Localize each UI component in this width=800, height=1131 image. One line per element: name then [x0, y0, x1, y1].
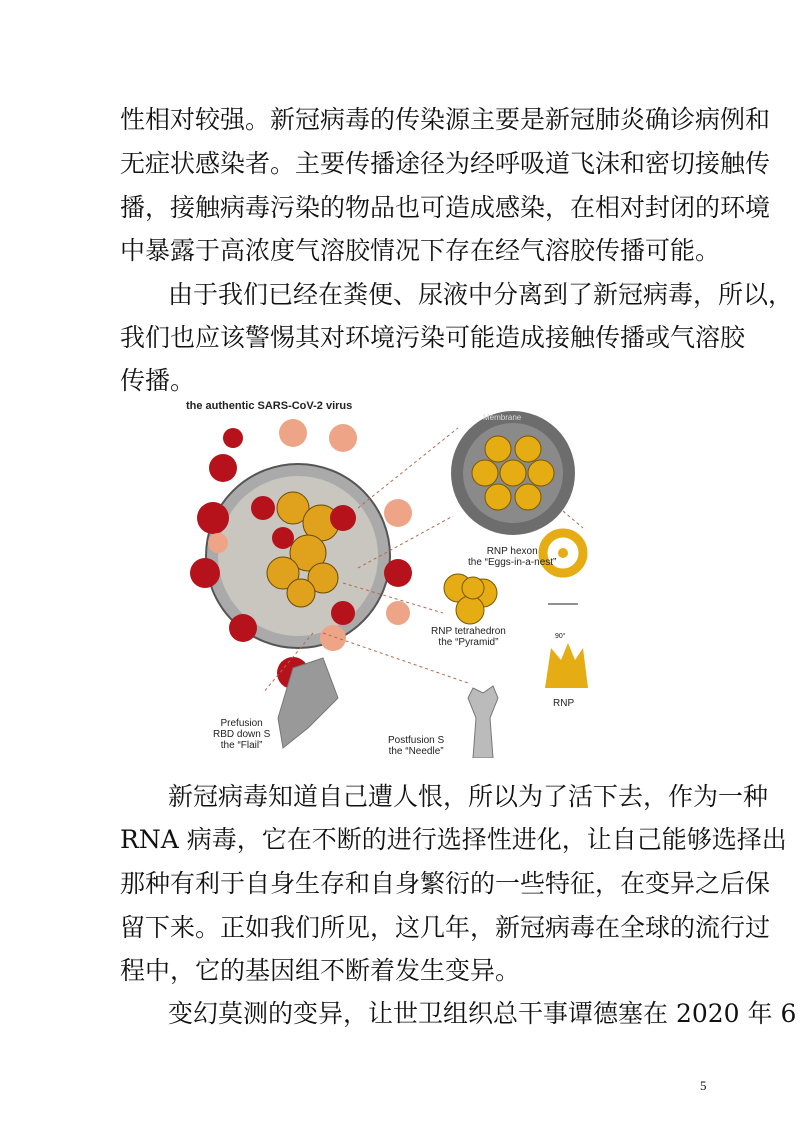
- virus-particle: [190, 419, 412, 689]
- rnp-label: RNP: [553, 698, 575, 709]
- text-line: 程中，它的基因组不断着发生变异。: [120, 956, 521, 985]
- text-line: 那种有利于自身生存和自身繁衍的一些特征，在变异之后保: [120, 869, 771, 898]
- rnp-tetrahedron: [444, 574, 497, 624]
- text-line: 由于我们已经在粪便、尿液中分离到了新冠病毒，所以，: [168, 280, 794, 309]
- text-line: RNA 病毒，它在不断的进行选择性进化，让自己能够选择出: [120, 825, 787, 854]
- rotation-label: 90°: [555, 633, 566, 640]
- postfusion-label: Postfusion S the “Needle”: [388, 735, 445, 757]
- text-line: 中暴露于高浓度气溶胶情况下存在经气溶胶传播可能。: [120, 236, 721, 265]
- text-line: 播，接触病毒污染的物品也可造成感染，在相对封闭的环境: [120, 193, 771, 222]
- text-line: 无症状感染者。主要传播途径为经呼吸道飞沫和密切接触传: [120, 149, 771, 178]
- text-line: 传播。: [120, 366, 196, 395]
- figure-title: the authentic SARS-CoV-2 virus: [186, 400, 353, 412]
- virus-illustration: [183, 398, 615, 758]
- text-line: 我们也应该警惕其对环境污染可能造成接触传播或气溶胶: [120, 323, 746, 352]
- sars-cov-2-structure-figure: [183, 398, 615, 758]
- text-line: 新冠病毒知道自己遭人恨，所以为了活下去，作为一种: [168, 782, 769, 811]
- rnp-hexon-label: RNP hexon the “Eggs-in-a-nest”: [468, 546, 557, 568]
- membrane-label: Membrane: [483, 413, 522, 422]
- text-line: 变幻莫测的变异，让世卫组织总干事谭德塞在 2020 年 6: [168, 999, 797, 1028]
- prefusion-label: Prefusion RBD down S the “Flail”: [213, 718, 271, 751]
- text-line: 性相对较强。新冠病毒的传染源主要是新冠肺炎确诊病例和: [120, 105, 771, 134]
- rnp-hexon: [451, 411, 575, 535]
- page-number: 5: [700, 1078, 707, 1093]
- rnp-tetrahedron-label: RNP tetrahedron the “Pyramid”: [431, 626, 506, 648]
- text-line: 留下来。正如我们所见，这几年，新冠病毒在全球的流行过: [120, 913, 771, 942]
